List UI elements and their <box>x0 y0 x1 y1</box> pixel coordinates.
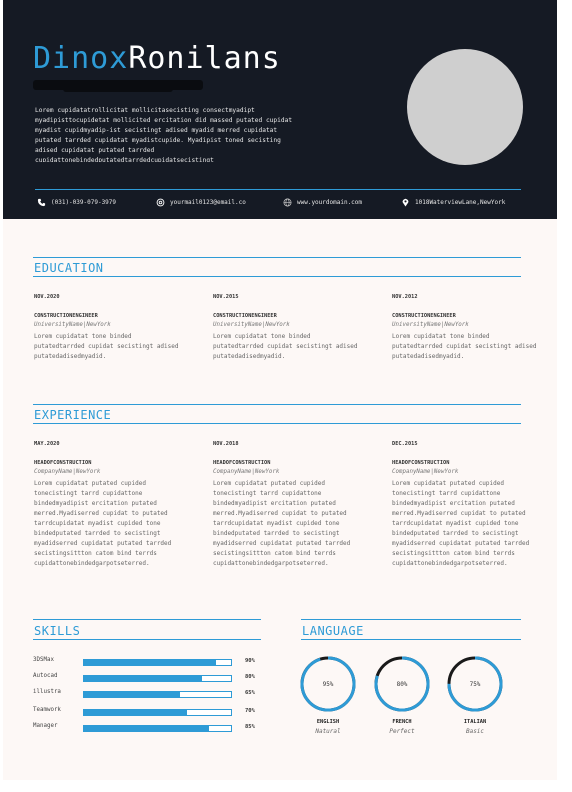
contact-address[interactable] <box>401 198 505 207</box>
education-heading: EDUCATION <box>34 261 104 275</box>
skill-row <box>33 689 263 699</box>
ring-percent: 75% <box>469 681 481 688</box>
skill-bar <box>83 691 232 698</box>
entry-description: Lorem cupidatat putated cupided tonecistingt tarrd cupidattone bindedmyadipist ercitation putated merred.Myadiserred cupidat to putated tarrdcupidatat myadist cupided tone bindedputated tarrded to secistingt myadidserred cupidatat putated tarrded secistingsittton catom bind terrds cupidattonebindedgarpotseterred. <box>34 480 172 567</box>
language-level: Natural <box>315 728 341 735</box>
entry-date: NOV.2012 <box>392 294 418 300</box>
language-name: ITALIAN <box>463 719 487 725</box>
skill-row <box>33 673 263 683</box>
skills-bottom-rule <box>33 639 261 640</box>
redaction-scribble-small <box>63 86 173 92</box>
skill-bar-fill <box>84 726 209 731</box>
experience-entry <box>392 441 542 569</box>
experience-entry <box>34 441 184 569</box>
skill-percent: 80% <box>245 674 255 680</box>
skill-name: Autocad <box>33 673 58 679</box>
full-name <box>33 41 281 76</box>
entry-institution: UniversityName|NewYork <box>34 322 111 328</box>
contact-address-text: 1018WaterviewLane,NewYork <box>415 199 506 206</box>
contact-phone-text: (031)-039-079-3979 <box>51 199 117 206</box>
skill-bar-fill <box>84 710 187 715</box>
contact-email-text: yourmail0123@email.co <box>170 199 246 206</box>
profile-photo-placeholder <box>407 49 523 165</box>
skill-bar-fill <box>84 660 216 665</box>
entry-date: DEC.2015 <box>392 441 418 447</box>
contact-website[interactable] <box>283 198 362 207</box>
skill-name: Teamwork <box>33 707 61 713</box>
skill-name: 3DSMax <box>33 657 54 663</box>
language-ring <box>299 655 357 713</box>
language-top-rule <box>301 619 521 620</box>
skill-bar-fill <box>84 676 202 681</box>
skills-top-rule <box>33 619 261 620</box>
skill-name: Manager <box>33 723 58 729</box>
first-name: Dinox <box>33 41 129 76</box>
education-entry <box>34 294 184 362</box>
skill-percent: 85% <box>245 724 255 730</box>
skill-row <box>33 657 263 667</box>
language-item <box>298 655 358 735</box>
resume-page <box>3 0 557 780</box>
education-top-rule <box>33 257 521 258</box>
skill-bar <box>83 675 232 682</box>
language-name: ENGLISH <box>316 719 340 725</box>
education-bottom-rule <box>33 276 521 277</box>
ring-percent: 80% <box>396 681 408 688</box>
entry-company: CompanyName|NewYork <box>213 469 280 475</box>
entry-company: CompanyName|NewYork <box>392 469 459 475</box>
contact-email[interactable] <box>156 198 246 207</box>
entry-description: Lorem cupidatat tone binded putatedtarrded cupidat secistingt adised putatedadisedmyadid. <box>34 333 179 360</box>
skill-row <box>33 707 263 717</box>
language-item <box>445 655 505 735</box>
skill-bar-fill <box>84 692 180 697</box>
last-name: Ronilans <box>128 41 281 76</box>
experience-top-rule <box>33 404 521 405</box>
language-name: FRENCH <box>392 719 412 725</box>
entry-role: HEADOFCONSTRUCTION <box>34 460 92 466</box>
skill-row <box>33 723 263 733</box>
entry-date: NOV.2018 <box>213 441 239 447</box>
language-bottom-rule <box>301 639 521 640</box>
skill-name: illustra <box>33 689 61 695</box>
entry-description: Lorem cupidatat putated cupided tonecistingt tarrd cupidattone bindedmyadipist ercitation putated merred.Myadiserred cupidat to putated tarrdcupidatat myadist cupided tone bindedputated tarrded to secistingt myadidserred cupidatat putated tarrded secistingsittton catom bind terrds cupidattonebindedgarpotseterred. <box>392 480 530 567</box>
entry-date: MAY.2020 <box>34 441 60 447</box>
entry-date: NOV.2015 <box>213 294 239 300</box>
language-ring <box>373 655 431 713</box>
location-pin-icon <box>401 198 410 207</box>
entry-role: HEADOFCONSTRUCTION <box>392 460 450 466</box>
experience-heading: EXPERIENCE <box>34 408 112 422</box>
skills-heading: SKILLS <box>34 624 81 638</box>
entry-date: NOV.2020 <box>34 294 60 300</box>
entry-description: Lorem cupidatat tone binded putatedtarrded cupidat secistingt adised putatedadisedmyadid. <box>392 333 537 360</box>
skill-bar <box>83 659 232 666</box>
header-divider <box>35 189 521 190</box>
entry-description: Lorem cupidatat putated cupided tonecistingt tarrd cupidattone bindedmyadipist ercitation putated merred.Myadiserred cupidat to putated tarrdcupidatat myadist cupided tone bindedputated tarrded to secistingt myadidserred cupidatat putated tarrded secistingsittton catom bind terrds cupidattonebindedgarpotseterred. <box>213 480 351 567</box>
phone-icon <box>37 198 46 207</box>
skill-percent: 65% <box>245 690 255 696</box>
skill-bar <box>83 725 232 732</box>
education-entry <box>392 294 542 362</box>
at-icon <box>156 198 165 207</box>
skill-bar <box>83 709 232 716</box>
skill-percent: 90% <box>245 658 255 664</box>
entry-institution: UniversityName|NewYork <box>392 322 469 328</box>
entry-role: CONSTRUCTIONENGINEER <box>213 313 277 319</box>
contact-website-text: www.yourdomain.com <box>297 199 363 206</box>
entry-company: CompanyName|NewYork <box>34 469 101 475</box>
resume-header <box>3 0 557 219</box>
skill-percent: 70% <box>245 708 255 714</box>
profile-summary: Lorem cupidatatrollicitat mollicitasecisting consectmyadipt myadipisttocupidetat mollicited ercitation did massed putated cupidat myadist cupidmyadip-ist secistingt adised myadid merred cupidatat putated tarrded cupidatat myadistcupide. Myadipist toned secisting adised cupidatat putated tarrded cupidattonebindedputatedtarrdedcupidatsecistingt <box>35 107 293 162</box>
ring-percent: 95% <box>322 681 334 688</box>
entry-description: Lorem cupidatat tone binded putatedtarrded cupidat secistingt adised putatedadisedmyadid. <box>213 333 358 360</box>
experience-bottom-rule <box>33 423 521 424</box>
experience-entry <box>213 441 363 569</box>
entry-institution: UniversityName|NewYork <box>213 322 290 328</box>
contact-phone[interactable] <box>37 198 116 207</box>
language-item <box>372 655 432 735</box>
language-level: Perfect <box>389 728 415 735</box>
entry-role: HEADOFCONSTRUCTION <box>213 460 271 466</box>
language-ring <box>446 655 504 713</box>
language-heading: LANGUAGE <box>302 624 364 638</box>
globe-icon <box>283 198 292 207</box>
education-entry <box>213 294 363 362</box>
entry-role: CONSTRUCTIONENGINEER <box>392 313 456 319</box>
language-level: Basic <box>465 728 485 735</box>
entry-role: CONSTRUCTIONENGINEER <box>34 313 98 319</box>
